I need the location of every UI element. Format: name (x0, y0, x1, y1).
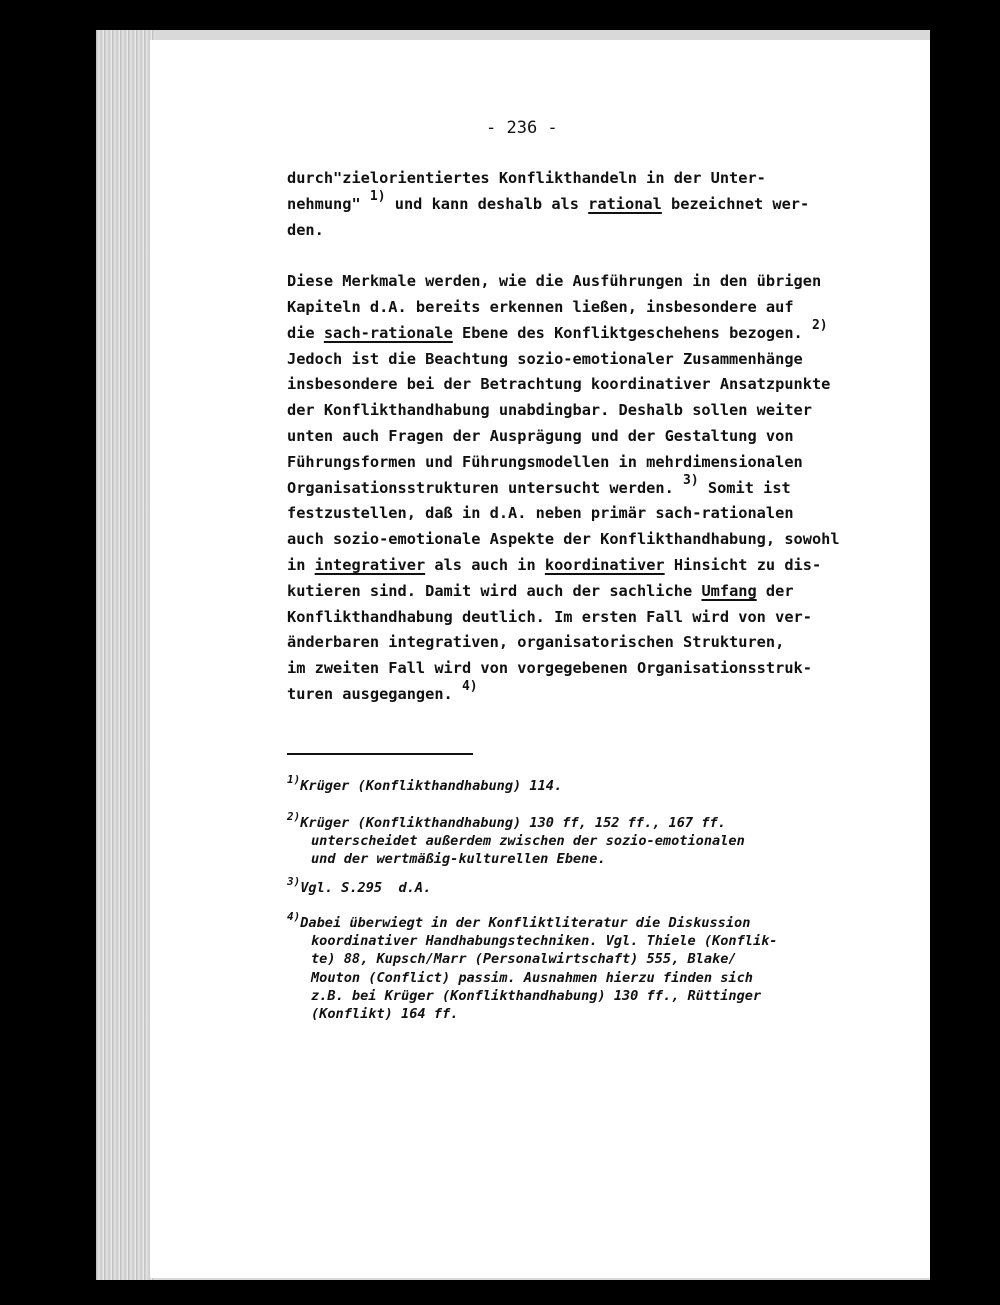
footnote-text: koordinativer Handhabungstechniken. Vgl. Thiele (Konflik- (311, 933, 778, 950)
text-segment: durch"zielorientiertes Konflikthandeln in der Unter- (287, 169, 766, 187)
text-segment: in (287, 556, 315, 574)
footnote-line (287, 988, 761, 1006)
body-line (287, 472, 791, 499)
footnote-text: te) 88, Kupsch/Marr (Personalwirtschaft) 555, Blake/ (311, 951, 737, 968)
body-line (287, 427, 794, 447)
text-segment: Hinsicht zu dis- (664, 556, 822, 574)
footnote-mark: 3) (287, 875, 301, 888)
body-line (287, 582, 794, 602)
page-number: - 236 - (486, 118, 558, 138)
text-segment: die (287, 323, 324, 342)
underlined-text: integrativer (314, 556, 426, 574)
text-segment: im zweiten Fall wird von vorgegebenen Organisationsstruk- (287, 659, 812, 678)
footnote-line (287, 773, 563, 796)
footnote-separator (287, 753, 473, 755)
text-segment: nehmung" (287, 194, 370, 213)
text-segment: Jedoch ist die Beachtung sozio-emotionaler Zusammenhänge (287, 349, 803, 368)
footnote-reference: 1) (369, 188, 386, 204)
footnote-line (287, 810, 726, 833)
text-segment: Kapiteln d.A. bereits erkennen ließen, insbesondere auf (287, 298, 794, 316)
text-segment: änderbaren integrativen, organisatorischen Strukturen, (287, 633, 785, 652)
footnote-line (287, 951, 737, 969)
text-segment: auch sozio-emotionale Aspekte der Konflikthandhabung, sowohl (287, 530, 840, 549)
text-segment: Ebene des Konfliktgeschehens bezogen. (452, 323, 812, 342)
footnote-mark: 2) (287, 810, 301, 823)
text-segment: Konflikthandhabung deutlich. Im ersten Fall wird von ver- (287, 607, 812, 626)
page-edges (96, 30, 156, 1280)
body-line (287, 375, 830, 395)
text-segment: Somit ist (698, 478, 791, 497)
body-line (287, 556, 821, 576)
text-segment: der (756, 581, 794, 600)
footnote-line (287, 875, 432, 898)
body-line (287, 530, 840, 550)
footnote-text: Krüger (Konflikthandhabung) 130 ff, 152 ff., 167 ff. (300, 815, 726, 831)
footnote-reference: 4) (461, 679, 478, 694)
footnote-line (287, 1006, 458, 1024)
footnote-text: (Konflikt) 164 ff. (311, 1006, 459, 1022)
text-segment: bezeichnet wer- (661, 194, 810, 213)
body-line (287, 221, 324, 241)
footnote-line (287, 933, 778, 951)
text-segment: insbesondere bei der Betrachtung koordinativer Ansatzpunkte (287, 375, 831, 394)
text-segment: unten auch Fragen der Ausprägung und der Gestaltung von (287, 427, 794, 445)
body-line (287, 504, 794, 524)
body-line (287, 188, 810, 215)
footnote-text: unterscheidet außerdem zwischen der sozio-emotionalen (311, 833, 745, 850)
body-line (287, 298, 794, 318)
footnote-text: Mouton (Conflict) passim. Ausnahmen hierzu finden sich (311, 969, 753, 986)
body-line (287, 317, 828, 344)
text-segment: Organisationsstrukturen untersucht werden. (287, 478, 684, 497)
body-line (287, 350, 803, 370)
footnote-text: Vgl. S.295 d.A. (300, 880, 432, 896)
underlined-text: rational (588, 194, 662, 213)
underlined-text: sach-rationale (323, 323, 453, 342)
body-line (287, 679, 478, 705)
footnote-text: z.B. bei Krüger (Konflikthandhabung) 130 ff., Rüttinger (311, 987, 762, 1004)
footnote-text: und der wertmäßig-kulturellen Ebene. (311, 851, 606, 868)
footnote-reference: 2) (811, 317, 828, 333)
footnote-line (287, 851, 606, 869)
text-segment: und kann deshalb als (385, 194, 589, 213)
text-segment: Diese Merkmale werden, wie die Ausführungen in den übrigen (287, 272, 822, 291)
text-segment: festzustellen, daß in d.A. neben primär sach-rationalen (287, 504, 794, 523)
footnote-line (287, 970, 753, 988)
footnote-reference: 3) (683, 472, 699, 488)
footnote-line (287, 910, 751, 933)
underlined-text: koordinativer (544, 556, 665, 574)
footnote-mark: 1) (287, 773, 301, 786)
body-line (287, 633, 784, 653)
text-segment: Führungsformen und Führungsmodellen in mehrdimensionalen (287, 452, 803, 471)
body-line (287, 453, 803, 473)
text-segment: kutieren sind. Damit wird auch der sachliche (287, 581, 702, 600)
body-line (287, 659, 812, 679)
body-line (287, 272, 821, 292)
text-segment: als auch in (425, 556, 545, 574)
body-line (287, 608, 812, 628)
text-segment: turen ausgegangen. (287, 685, 462, 703)
underlined-text: Umfang (701, 581, 757, 600)
body-line (287, 401, 812, 421)
text-segment: der Konflikthandhabung unabdingbar. Deshalb sollen weiter (287, 401, 812, 420)
footnote-text: Dabei überwiegt in der Konfliktliteratur die Diskussion (300, 915, 751, 931)
text-segment: den. (287, 220, 324, 239)
body-line (287, 169, 766, 189)
footnote-line (287, 833, 745, 851)
footnote-mark: 4) (287, 910, 301, 923)
footnote-text: Krüger (Konflikthandhabung) 114. (300, 778, 563, 794)
